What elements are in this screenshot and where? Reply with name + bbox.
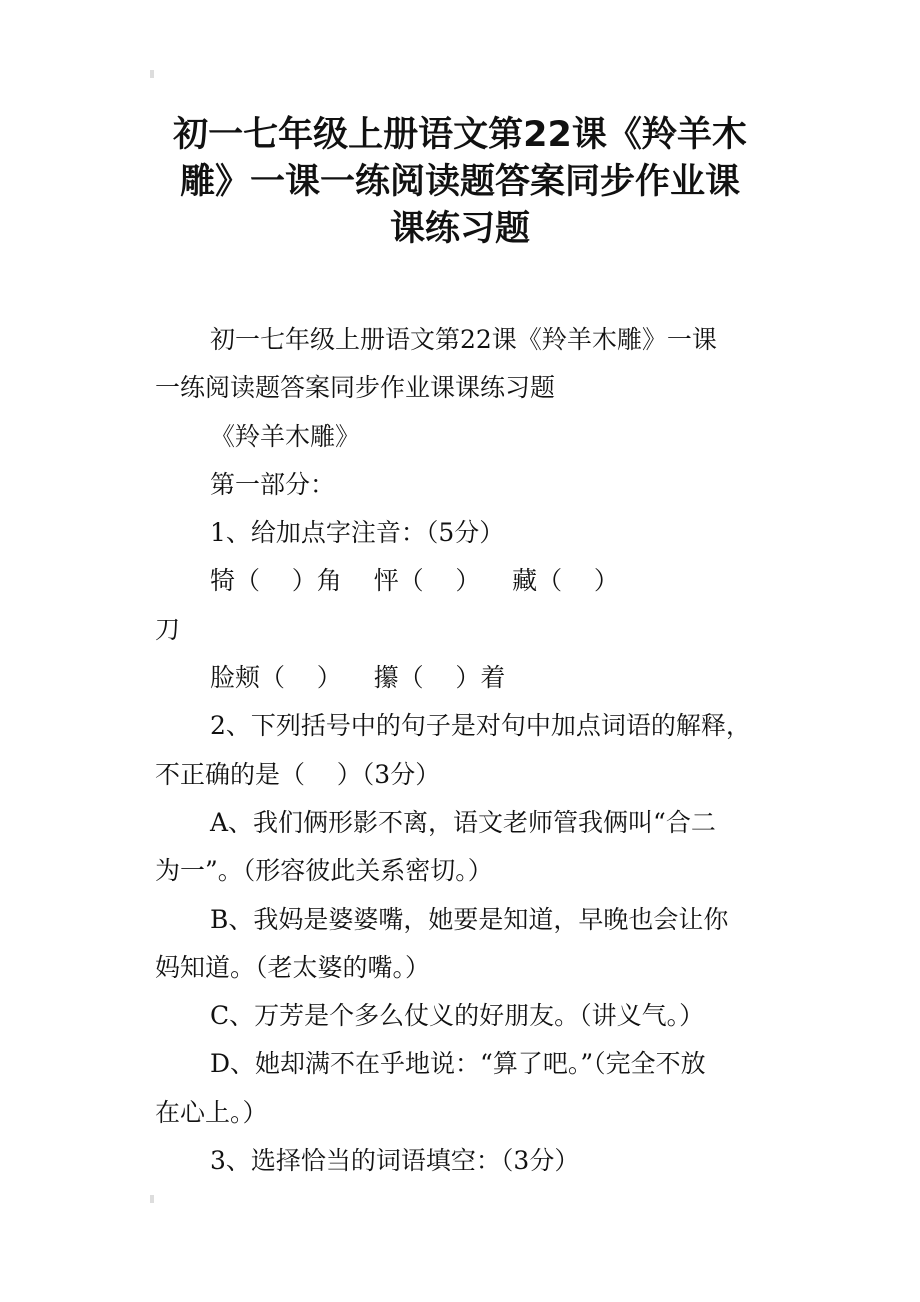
paragraph-line: D、她却满不在乎地说：“算了吧。”（完全不放 xyxy=(210,1049,706,1079)
paragraph-line: 一练阅读题答案同步作业课课练习题 xyxy=(155,373,556,403)
paragraph-line: 犄（ ）角 怦（ ） 藏（ ） xyxy=(210,566,619,596)
paragraph-line: 3、选择恰当的词语填空：（3分） xyxy=(210,1146,580,1176)
scan-mark xyxy=(150,70,154,78)
title-line: 课练习题 xyxy=(389,209,530,249)
paragraph-line: B、我妈是婆婆嘴，她要是知道，早晚也会让你 xyxy=(210,904,729,934)
paragraph-line: 妈知道。（老太婆的嘴。） xyxy=(155,952,431,982)
paragraph-line: 2、下列括号中的句子是对句中加点词语的解释， xyxy=(210,711,751,741)
paragraph-line: 刀 xyxy=(155,614,181,644)
paragraph-line: C、万芳是个多么仗义的好朋友。（讲义气。） xyxy=(210,1001,705,1031)
title-line: 初一七年级上册语文第22课《羚羊木 xyxy=(173,115,747,155)
title-line: 雕》一课一练阅读题答案同步作业课 xyxy=(179,162,740,202)
paragraph-line: 《羚羊木雕》 xyxy=(210,421,361,451)
paragraph-line: 在心上。） xyxy=(155,1097,268,1127)
paragraph-line: 脸颊（ ） 攥（ ）着 xyxy=(210,663,506,693)
paragraph-line: 不正确的是（ ）（3分） xyxy=(155,759,441,789)
scan-mark xyxy=(150,1195,154,1203)
paragraph-line: 初一七年级上册语文第22课《羚羊木雕》一课 xyxy=(210,325,717,354)
paragraph-line: 第一部分： xyxy=(210,469,336,499)
paragraph-line: A、我们俩形影不离，语文老师管我俩叫“合二 xyxy=(210,807,716,837)
paragraph-line: 1、给加点字注音：（5分） xyxy=(210,518,505,548)
paragraph-line: 为一”。（形容彼此关系密切。） xyxy=(155,856,493,886)
document-title xyxy=(130,112,790,253)
document-body xyxy=(155,316,775,1185)
